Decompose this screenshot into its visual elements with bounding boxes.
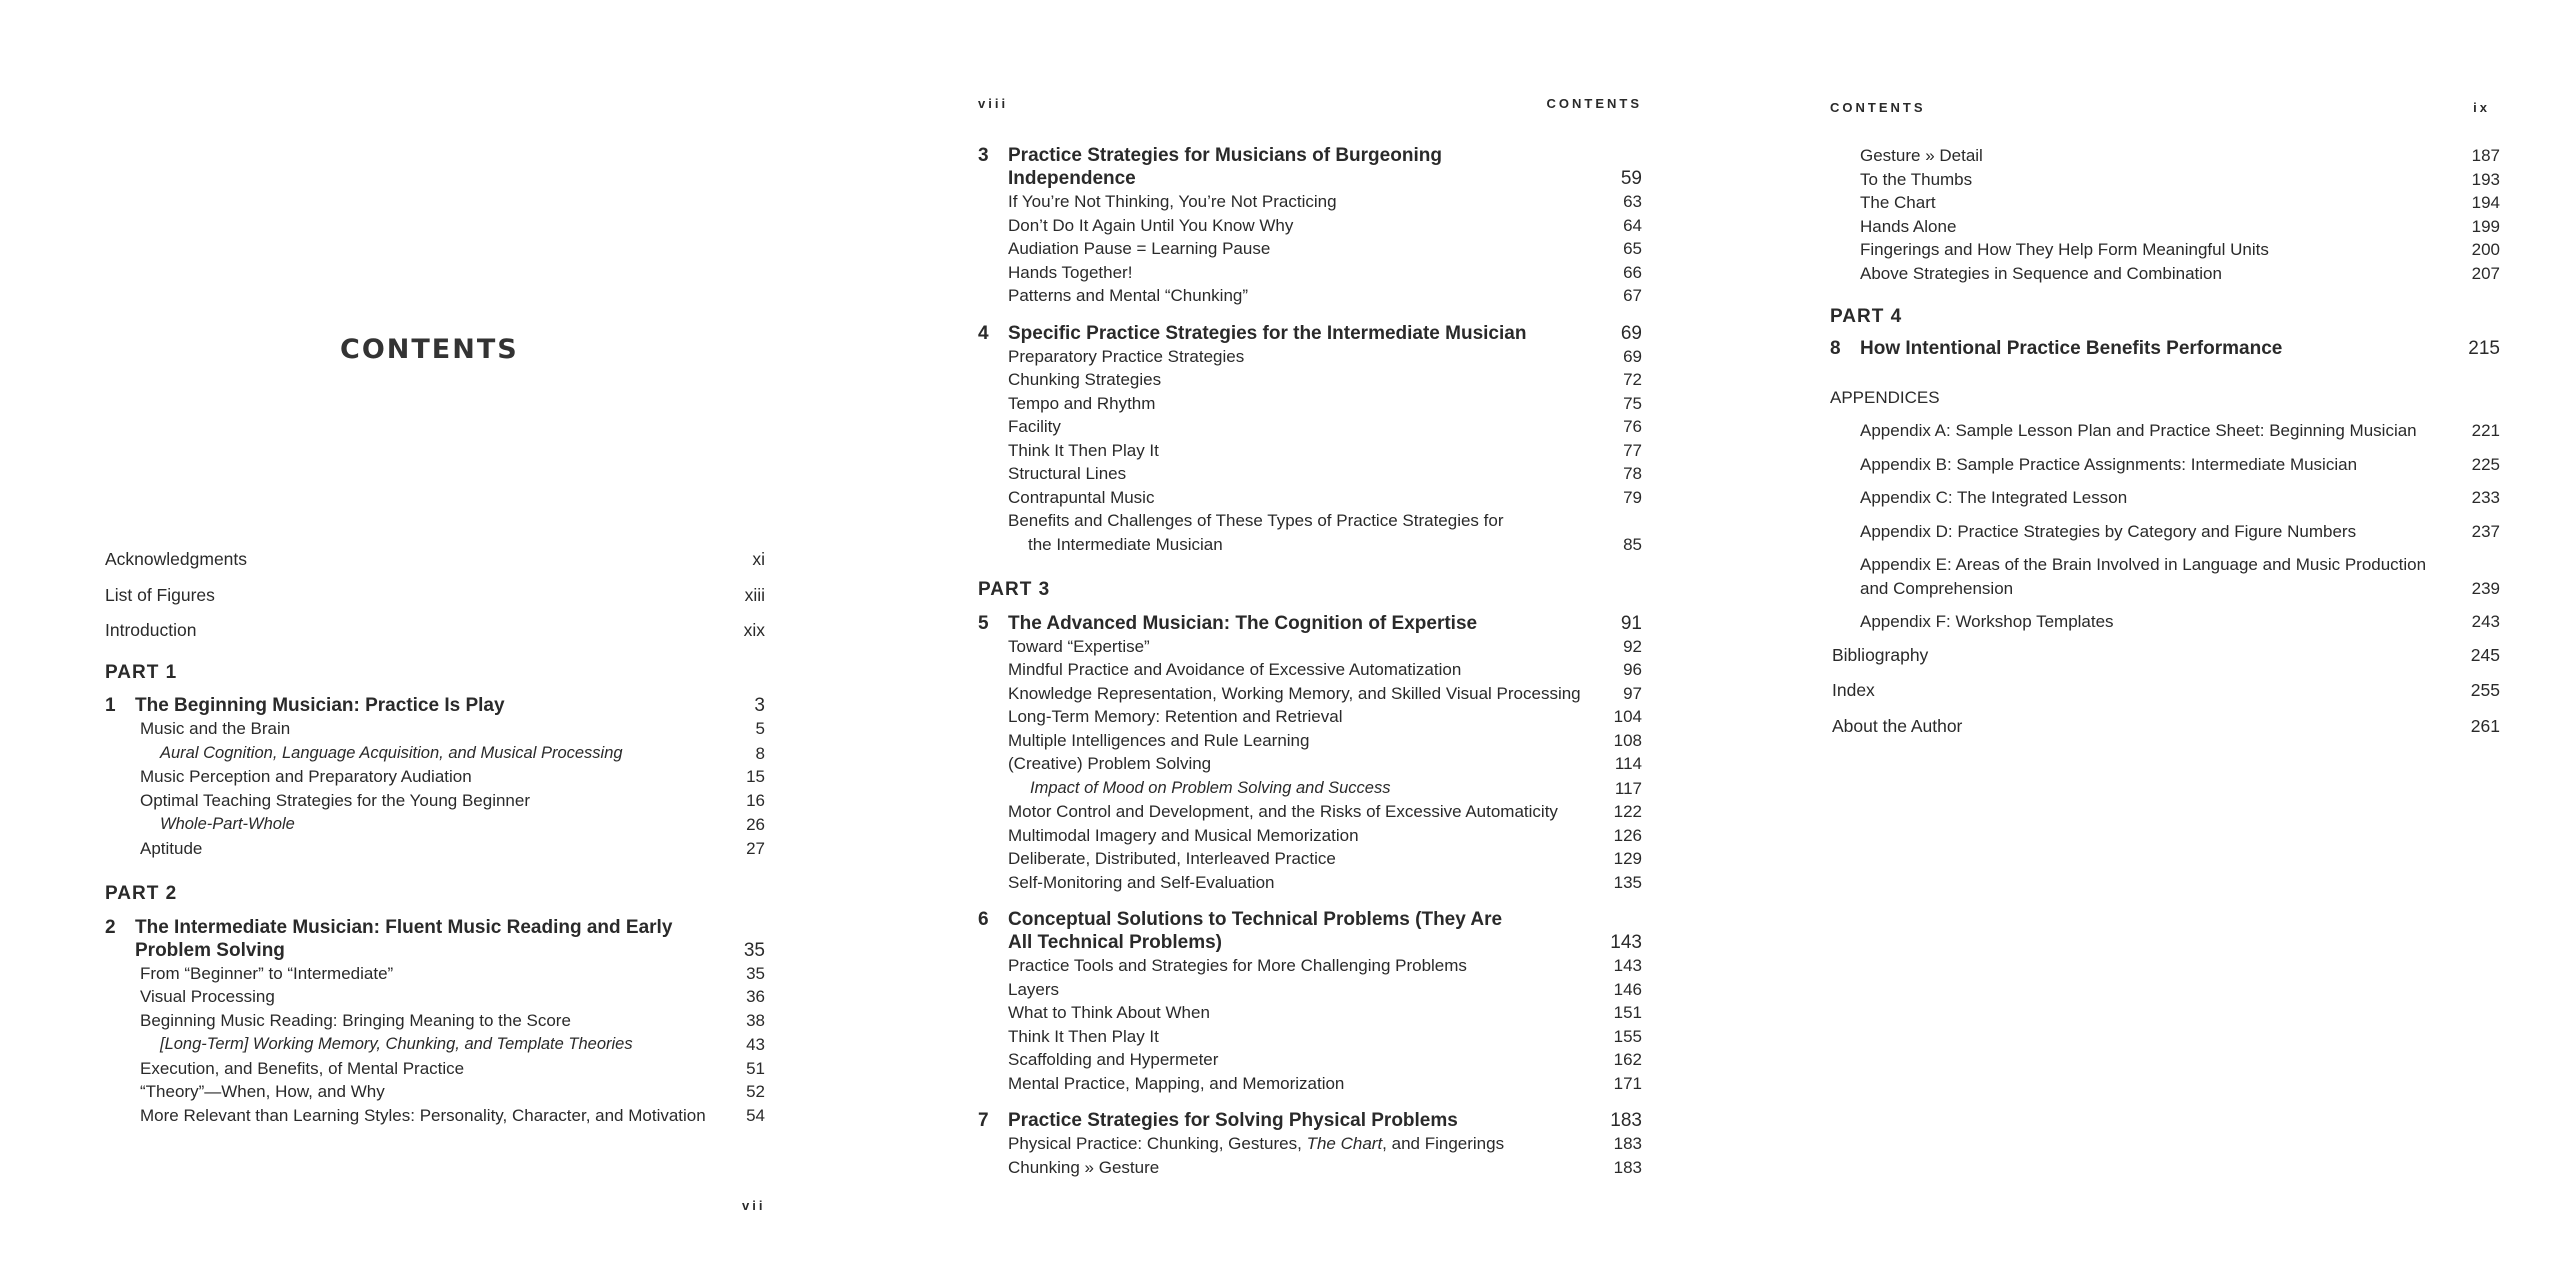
toc-entry: Above Strategies in Sequence and Combination 207 [1860,263,2500,283]
toc-entry: Layers 146 [1008,979,1642,999]
chapter-heading-cont: Independence 59 [1008,168,1642,189]
page-number: ix [2473,100,2490,115]
toc-page-ix [1830,144,2500,750]
toc-entry: Don’t Do It Again Until You Know Why 64 [1008,215,1642,235]
toc-entry: Structural Lines 78 [1008,464,1642,483]
toc-entry: The Chart 194 [1860,193,2500,212]
toc-entry: Execution, and Benefits, of Mental Practice 51 [140,1058,765,1078]
toc-entry: “Theory”—When, How, and Why 52 [140,1082,765,1101]
page-number: viii [978,96,1009,111]
page-vii [0,0,820,1280]
toc-entry: Contrapuntal Music 79 [1008,487,1642,507]
toc-entry: Bibliography 245 [1832,644,2500,665]
chapter-heading: 8 How Intentional Practice Benefits Performance 215 [1830,337,2500,359]
toc-entry: Deliberate, Distributed, Interleaved Practice 129 [1008,849,1642,868]
toc-entry: Appendix F: Workshop Templates 243 [1860,612,2500,631]
toc-entry: Music Perception and Preparatory Audiation 15 [140,767,765,786]
toc-entry: To the Thumbs 193 [1860,169,2500,189]
toc-entry: Preparatory Practice Strategies 69 [1008,346,1642,366]
page-number: vii [742,1198,766,1213]
toc-entry-cont: and Comprehension 239 [1860,578,2500,598]
toc-entry: Introduction xix [105,620,765,640]
toc-entry: What to Think About When 151 [1008,1003,1642,1022]
toc-entry: Impact of Mood on Problem Solving and Success 117 [1030,778,1642,798]
part-heading: PART 2 [105,883,178,904]
chapter-heading: 5 The Advanced Musician: The Cognition of Expertise 91 [978,612,1642,634]
chapter-heading: 7 Practice Strategies for Solving Physical Problems 183 [978,1110,1642,1131]
toc-entry: Facility 76 [1008,417,1642,436]
toc-entry: Self-Monitoring and Self-Evaluation 135 [1008,872,1642,892]
toc-entry: Toward “Expertise” 92 [1008,636,1642,656]
toc-entry: Chunking » Gesture 183 [1008,1157,1642,1177]
running-head-title: CONTENTS [1546,96,1642,111]
chapter-heading-cont: Problem Solving 35 [135,939,765,961]
toc-entry: Appendix A: Sample Lesson Plan and Practice Sheet: Beginning Musician 221 [1860,421,2500,440]
toc-entry: Think It Then Play It 155 [1008,1026,1642,1046]
toc-entry: About the Author 261 [1832,715,2500,736]
toc-page-vii [105,548,765,1127]
toc-entry: Physical Practice: Chunking, Gestures, The Chart, and Fingerings 183 [1008,1134,1642,1153]
chapter-heading: 2 The Intermediate Musician: Fluent Music Reading and Early [105,916,673,938]
toc-entry: Index 255 [1832,680,2500,700]
toc-entry: List of Figures xiii [105,584,765,605]
toc-entry: Multiple Intelligences and Rule Learning 108 [1008,730,1642,750]
toc-entry: Think It Then Play It 77 [1008,440,1642,460]
toc-entry: (Creative) Problem Solving 114 [1008,754,1642,773]
toc-entry: Appendix B: Sample Practice Assignments: Intermediate Musician 225 [1860,454,2500,474]
toc-entry: Beginning Music Reading: Bringing Meaning to the Score 38 [140,1010,765,1030]
toc-entry: Gesture » Detail 187 [1860,146,2500,165]
toc-entry-cont: the Intermediate Musician 85 [1028,534,1642,554]
running-head-title: CONTENTS [1830,100,1926,115]
toc-entry: Tempo and Rhythm 75 [1008,393,1642,413]
toc-entry: Motor Control and Development, and the Risks of Excessive Automaticity 122 [1008,802,1642,821]
toc-entry: Scaffolding and Hypermeter 162 [1008,1050,1642,1069]
toc-entry: Acknowledgments xi [105,549,765,569]
toc-entry: Mindful Practice and Avoidance of Excessive Automatization 96 [1008,660,1642,679]
toc-entry: Whole-Part-Whole 26 [160,815,765,834]
toc-entry: Multimodal Imagery and Musical Memorization 126 [1008,825,1642,845]
toc-entry: Fingerings and How They Help Form Meaningful Units 200 [1860,240,2500,259]
contents-title: CONTENTS [340,334,519,365]
toc-entry: Appendix C: The Integrated Lesson 233 [1860,488,2500,507]
toc-entry: Patterns and Mental “Chunking” 67 [1008,286,1642,305]
toc-entry: Mental Practice, Mapping, and Memorization 171 [1008,1073,1642,1093]
toc-entry: Chunking Strategies 72 [1008,370,1642,389]
toc-entry: Benefits and Challenges of These Types of Practice Strategies for [1008,511,1504,530]
toc-entry: Appendix D: Practice Strategies by Category and Figure Numbers 237 [1860,521,2500,541]
toc-entry: Knowledge Representation, Working Memory, and Skilled Visual Processing 97 [1008,683,1642,703]
toc-entry: Music and the Brain 5 [140,719,765,738]
appendices-heading: APPENDICES [1830,387,1940,407]
toc-entry: Practice Tools and Strategies for More Challenging Problems 143 [1008,956,1642,975]
toc-entry: Aptitude 27 [140,838,765,858]
part-heading: PART 1 [105,661,178,683]
part-heading: PART 3 [978,579,1051,600]
chapter-heading: 1 The Beginning Musician: Practice Is Play 3 [105,695,765,716]
chapter-heading: 4 Specific Practice Strategies for the Intermediate Musician 69 [978,322,1642,344]
toc-entry: If You’re Not Thinking, You’re Not Practicing 63 [1008,192,1642,211]
toc-entry: Hands Together! 66 [1008,262,1642,282]
toc-entry: Long-Term Memory: Retention and Retrieval 104 [1008,707,1642,726]
page-ix [1810,0,2530,1280]
toc-entry: Optimal Teaching Strategies for the Young Beginner 16 [140,790,765,810]
toc-entry: Aural Cognition, Language Acquisition, and Musical Processing 8 [160,743,765,763]
toc-entry: Hands Alone 199 [1860,216,2500,236]
toc-entry: From “Beginner” to “Intermediate” 35 [140,963,765,983]
chapter-heading: 3 Practice Strategies for Musicians of Burgeoning [978,145,1442,166]
chapter-heading-cont: All Technical Problems) 143 [1008,932,1642,953]
toc-entry: Appendix E: Areas of the Brain Involved in Language and Music Production [1860,555,2427,574]
page-viii [960,0,1660,1280]
toc-entry: [Long-Term] Working Memory, Chunking, and Template Theories 43 [160,1035,765,1054]
toc-page-viii [978,128,1642,1179]
toc-entry: More Relevant than Learning Styles: Personality, Character, and Motivation 54 [140,1105,765,1125]
part-heading: PART 4 [1830,306,1903,327]
chapter-heading: 6 Conceptual Solutions to Technical Problems (They Are [978,909,1503,930]
toc-entry: Visual Processing 36 [140,987,765,1006]
toc-entry: Audiation Pause = Learning Pause 65 [1008,239,1642,258]
